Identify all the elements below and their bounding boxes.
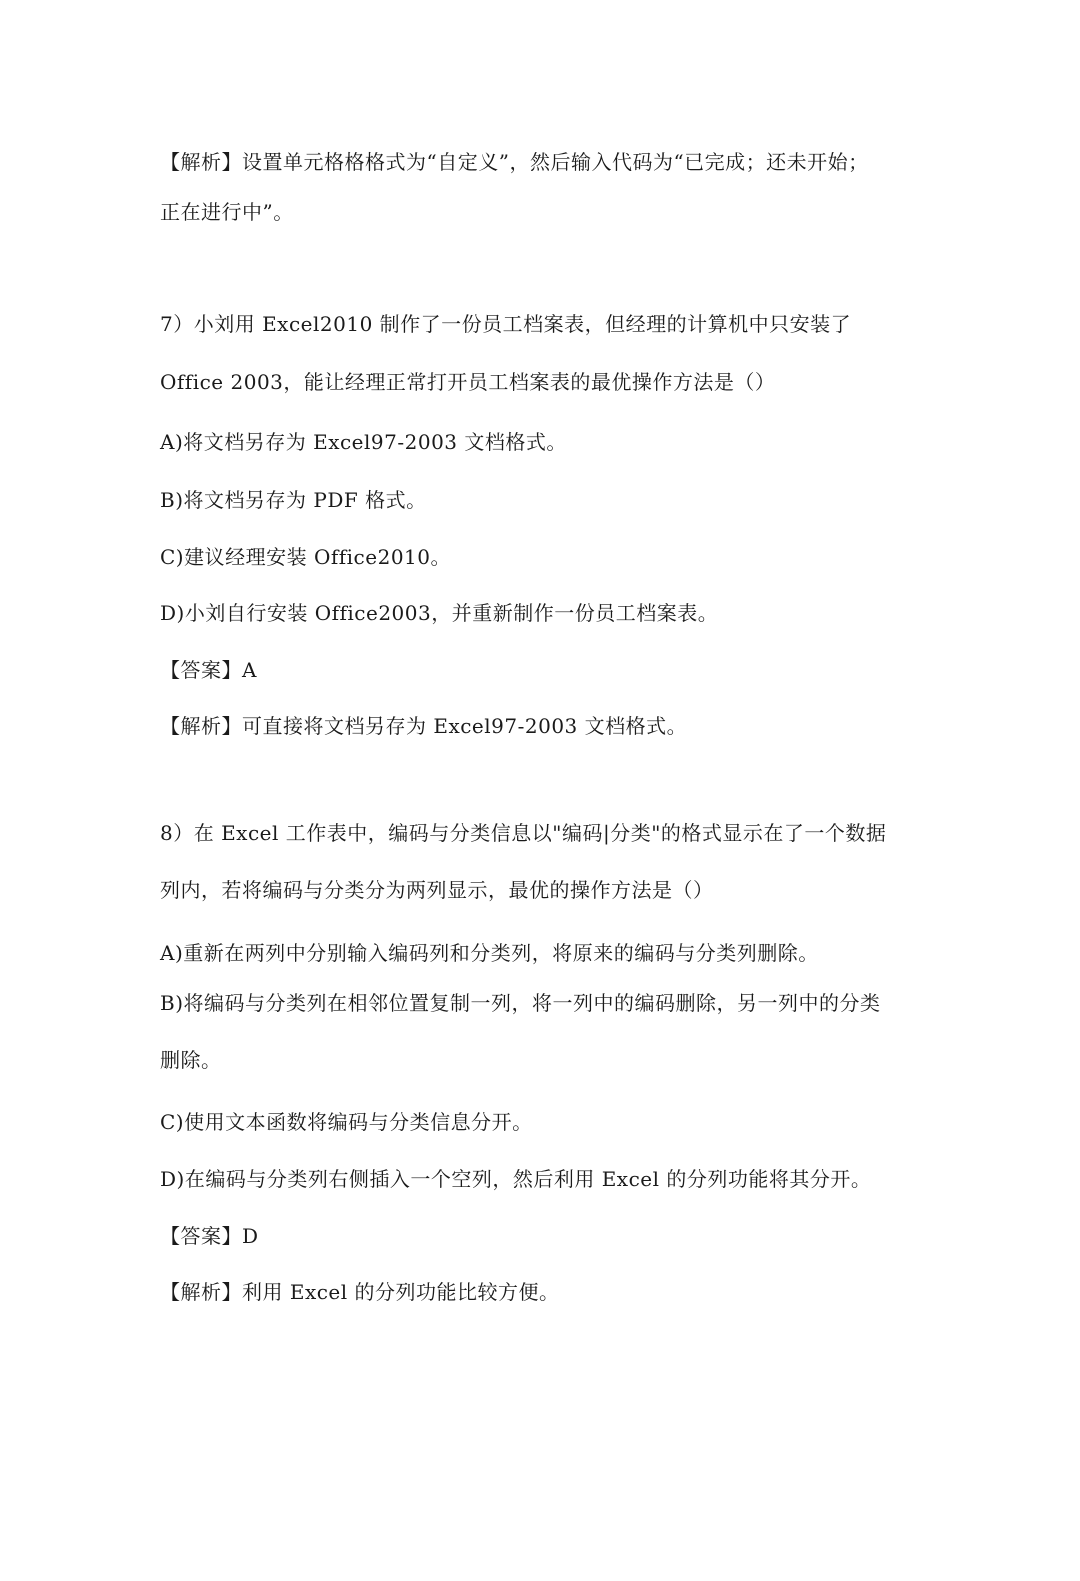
q8-stem-line-1: 8）在 Excel 工作表中，编码与分类信息以"编码|分类"的格式显示在了一个数据 (160, 821, 887, 845)
q8-option-c: C)使用文本函数将编码与分类信息分开。 (160, 1110, 533, 1134)
prev-explanation-line-1: 【解析】设置单元格格格式为“自定义”，然后输入代码为“已完成；还未开始； (160, 150, 869, 174)
q7-option-d: D)小刘自行安装 Office2003，并重新制作一份员工档案表。 (160, 601, 719, 625)
q7-stem-line-2: Office 2003，能让经理正常打开员工档案表的最优操作方法是（） (160, 370, 776, 394)
q8-stem-line-2: 列内，若将编码与分类分为两列显示，最优的操作方法是（） (160, 878, 714, 902)
q8-option-a: A)重新在两列中分别输入编码列和分类列，将原来的编码与分类列删除。 (160, 941, 819, 965)
q8-answer: 【答案】D (160, 1224, 259, 1248)
q7-explanation: 【解析】可直接将文档另存为 Excel97-2003 文档格式。 (160, 714, 688, 738)
q8-explanation: 【解析】利用 Excel 的分列功能比较方便。 (160, 1280, 560, 1304)
q8-option-b-line-2: 删除。 (160, 1048, 222, 1072)
q8-option-b-line-1: B)将编码与分类列在相邻位置复制一列，将一列中的编码删除，另一列中的分类 (160, 991, 881, 1015)
prev-explanation-line-2: 正在进行中”。 (160, 200, 294, 224)
q8-option-d: D)在编码与分类列右侧插入一个空列，然后利用 Excel 的分列功能将其分开。 (160, 1167, 872, 1191)
q7-option-a: A)将文档另存为 Excel97-2003 文档格式。 (160, 430, 567, 454)
q7-option-b: B)将文档另存为 PDF 格式。 (160, 488, 427, 512)
q7-answer: 【答案】A (160, 658, 257, 682)
q7-option-c: C)建议经理安装 Office2010。 (160, 545, 451, 569)
q7-stem-line-1: 7）小刘用 Excel2010 制作了一份员工档案表，但经理的计算机中只安装了 (160, 312, 852, 336)
